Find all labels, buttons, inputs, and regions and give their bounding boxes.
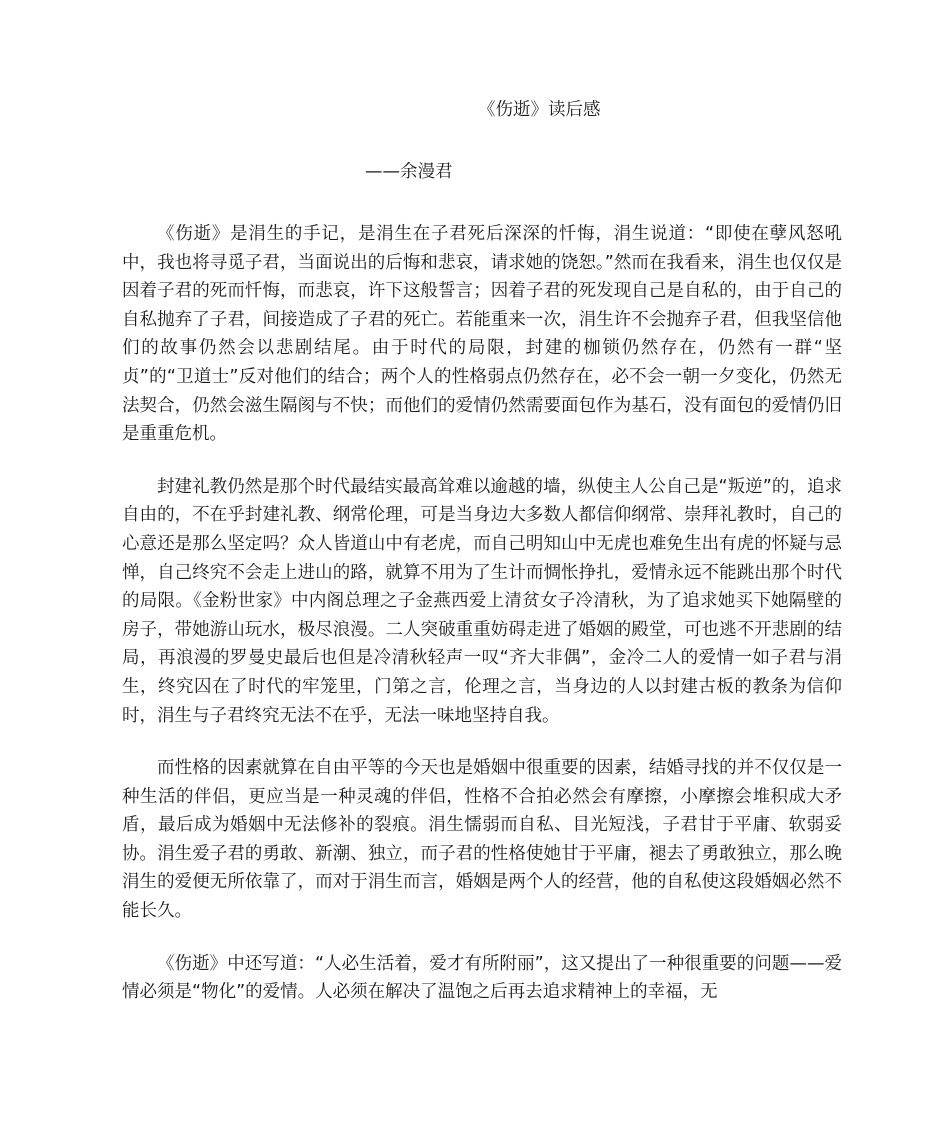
paragraph-3: 而性格的因素就算在自由平等的今天也是婚姻中很重要的因素，结婚寻找的并不仅仅是一种生活的伴侣，更应当是一种灵魂的伴侣，性格不合拍必然会有摩擦，小摩擦会堆积成大矛盾，最后成为婚姻中无法修补的裂痕。涓生懦弱而自私、目光短浅，子君甘于平庸、软弱妥协。涓生爱子君的勇敢、新潮、独立，而子君的性格使她甘于平庸，褪去了勇敢独立，那么晚涓生的爱便无所依靠了，而对于涓生而言，婚姻是两个人的经营，他的自私使这段婚姻必然不能长久。	[122, 758, 842, 922]
paragraph-4: 《伤逝》中还写道：“人必生活着，爱才有所附丽”，这又提出了一种很重要的问题——爱情必须是“物化”的爱情。人必须在解决了温饱之后再去追求精神上的幸福，无	[122, 953, 842, 1003]
document-body	[122, 220, 842, 1031]
paragraph-1: 《伤逝》是涓生的手记，是涓生在子君死后深深的忏悔，涓生说道：“即使在孽风怒吼中，我也将寻觅子君，当面说出的后悔和悲哀，请求她的饶恕。”然而在我看来，涓生也仅仅是因着子君的死而忏悔，而悲哀，许下这般誓言；因着子君的死发现自己是自私的，由于自己的自私抛弃了子君，间接造成了子君的死亡。若能重来一次，涓生许不会抛弃子君，但我坚信他们的故事仍然会以悲剧结尾。由于时代的局限，封建的枷锁仍然存在，仍然有一群“坚贞”的“卫道士”反对他们的结合；两个人的性格弱点仍然存在，必不会一朝一夕变化，仍然无法契合，仍然会滋生隔阂与不快；而他们的爱情仍然需要面包作为基石，没有面包的爱情仍旧是重重危机。	[122, 224, 842, 445]
document-title: 《伤逝》读后感	[478, 100, 601, 120]
document-author: ——余漫君	[365, 162, 453, 182]
paragraph-2: 封建礼教仍然是那个时代最结实最高耸难以逾越的墙，纵使主人公自己是“叛逆”的，追求自由的，不在乎封建礼教、纲常伦理，可是当身边大多数人都信仰纲常、崇拜礼教时，自己的心意还是那么坚定吗？众人皆道山中有老虎，而自己明知山中无虎也难免生出有虎的怀疑与忌惮，自己终究不会走上进山的路，就算不用为了生计而惆怅挣扎，爱情永远不能跳出那个时代的局限。《金粉世家》中内阁总理之子金燕西爱上清贫女子冷清秋，为了追求她买下她隔壁的房子，带她游山玩水，极尽浪漫。二人突破重重妨碍走进了婚姻的殿堂，可也逃不开悲剧的结局，再浪漫的罗曼史最后也但是冷清秋轻声一叹“齐大非偶”，金冷二人的爱情一如子君与涓生，终究囚在了时代的牢笼里，门第之言，伦理之言，当身边的人以封建古板的教条为信仰时，涓生与子君终究无法不在乎，无法一味地坚持自我。	[122, 476, 842, 726]
